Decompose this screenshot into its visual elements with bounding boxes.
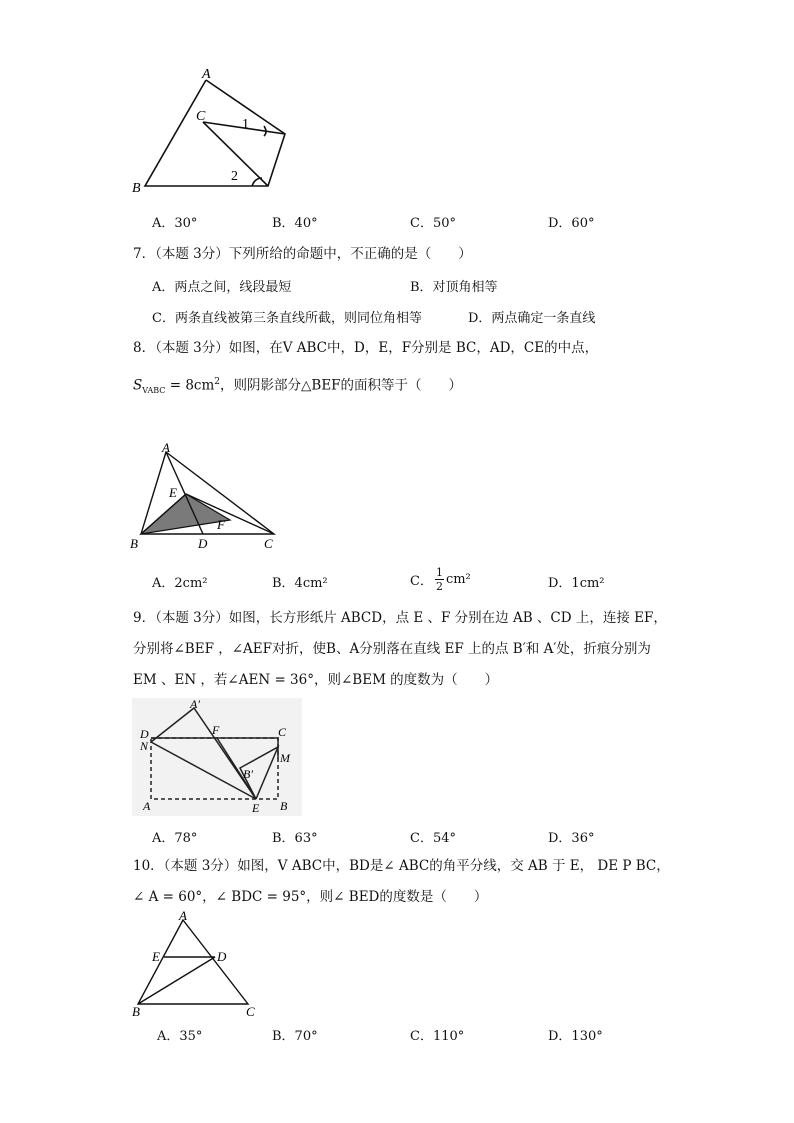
fig6-label-a: A: [202, 67, 211, 82]
q6-option-b[interactable]: B．40°: [272, 216, 318, 231]
q10-label-a: A: [179, 908, 187, 923]
q8-option-c-numerator: 1: [435, 566, 443, 579]
q7-option-a[interactable]: A．两点之间，线段最短: [152, 280, 292, 295]
fig6-label-angle2: 2: [231, 169, 238, 184]
q8-option-c[interactable]: [410, 566, 471, 593]
figure-q10: [128, 908, 268, 1020]
q8-area-sup: 2: [214, 377, 221, 387]
q8-stem-rest: ，则阴影部分△BEF的面积等于（ ）: [220, 377, 463, 394]
q9-label-b: B: [280, 799, 288, 813]
q9-stem-line2: 分别将∠BEF ，∠AEF对折，使B、A分别落在直线 EF 上的点 B′和 A′处，折痕分别为: [133, 641, 651, 657]
q9-stem-line1: 9．（本题 3分）如图，长方形纸片 ABCD，点 E 、F 分别在边 AB 、CD 上，连接 EF，: [133, 610, 667, 626]
q10-label-c: C: [246, 1004, 255, 1019]
figure-q8: [128, 438, 288, 554]
q9-option-b[interactable]: B．63°: [272, 831, 318, 846]
q8-option-c-prefix: C．: [410, 574, 433, 589]
q10-label-d: D: [217, 949, 227, 964]
q8-stem-line1: 8．（本题 3分）如图，在V ABC中，D，E，F分别是 BC，AD，CE的中点，: [133, 340, 599, 356]
q8-area-subscript: VABC: [142, 386, 166, 396]
q10-option-b[interactable]: B．70°: [272, 1029, 318, 1044]
q8-label-e: E: [169, 485, 177, 500]
q8-option-c-denominator: 2: [435, 580, 443, 593]
q9-stem-line3: EM 、EN ，若∠AEN = 36°，则∠BEM 的度数为（ ）: [133, 672, 499, 688]
q7-option-c[interactable]: C．两条直线被第三条直线所截，则同位角相等: [152, 311, 422, 326]
q10-label-e: E: [152, 949, 160, 964]
q10-segment-bd: [138, 957, 215, 1004]
q8-option-c-fraction: [435, 566, 444, 593]
q8-label-a: A: [162, 440, 170, 455]
q8-option-c-unit: cm²: [445, 572, 471, 587]
q7-option-d[interactable]: D．两点确定一条直线: [468, 311, 596, 326]
q10-option-d[interactable]: D．130°: [548, 1029, 603, 1044]
q10-stem-line2: ∠ A = 60°，∠ BDC = 95°，则∠ BED的度数是（ ）: [133, 889, 488, 905]
q8-label-d: D: [198, 536, 208, 551]
q9-label-e: E: [252, 801, 260, 815]
q8-label-f: F: [217, 517, 225, 532]
q9-label-m: M: [280, 751, 290, 765]
q7-option-b[interactable]: B．对顶角相等: [410, 280, 498, 295]
q10-option-a[interactable]: A．35°: [157, 1029, 203, 1044]
q10-label-b: B: [132, 1004, 140, 1019]
q6-option-a[interactable]: A．30°: [152, 216, 198, 231]
q8-label-c: C: [264, 536, 273, 551]
q9-option-a[interactable]: A．78°: [152, 831, 198, 846]
q9-label-b-prime: B′: [243, 767, 253, 781]
figure-q9: [132, 698, 302, 816]
q10-stem-line1: 10．（本题 3分）如图，V ABC中，BD是∠ ABC的角平分线，交 AB 于 E， DE P BC，: [133, 858, 670, 874]
q9-label-f: F: [212, 723, 220, 737]
q9-label-a-prime: A′: [190, 698, 200, 711]
fig6-label-c: C: [196, 109, 206, 124]
q6-option-d[interactable]: D．60°: [548, 216, 595, 231]
q7-stem: 7．（本题 3分）下列所给的命题中，不正确的是（ ）: [133, 246, 472, 262]
q8-area-symbol: S: [133, 377, 143, 394]
figure-q6: [130, 66, 300, 196]
q8-option-a[interactable]: A．2cm²: [152, 576, 208, 591]
q10-option-c[interactable]: C．110°: [410, 1029, 465, 1044]
fig6-label-angle1: 1: [242, 117, 249, 132]
q8-area-value: = 8cm: [165, 377, 215, 394]
q8-option-b[interactable]: B．4cm²: [272, 576, 328, 591]
fig6-label-b: B: [132, 181, 141, 196]
q6-option-c[interactable]: C．50°: [410, 216, 456, 231]
q8-label-b: B: [130, 536, 138, 551]
q9-option-c[interactable]: C．54°: [410, 831, 456, 846]
q9-label-d: D: [140, 727, 149, 741]
q9-label-c: C: [278, 725, 287, 739]
q9-label-a: A: [143, 799, 151, 813]
q9-option-d[interactable]: D．36°: [548, 831, 595, 846]
q9-label-n: N: [140, 739, 149, 753]
q8-stem-line2: [133, 373, 462, 400]
q8-option-d[interactable]: D．1cm²: [548, 576, 605, 591]
